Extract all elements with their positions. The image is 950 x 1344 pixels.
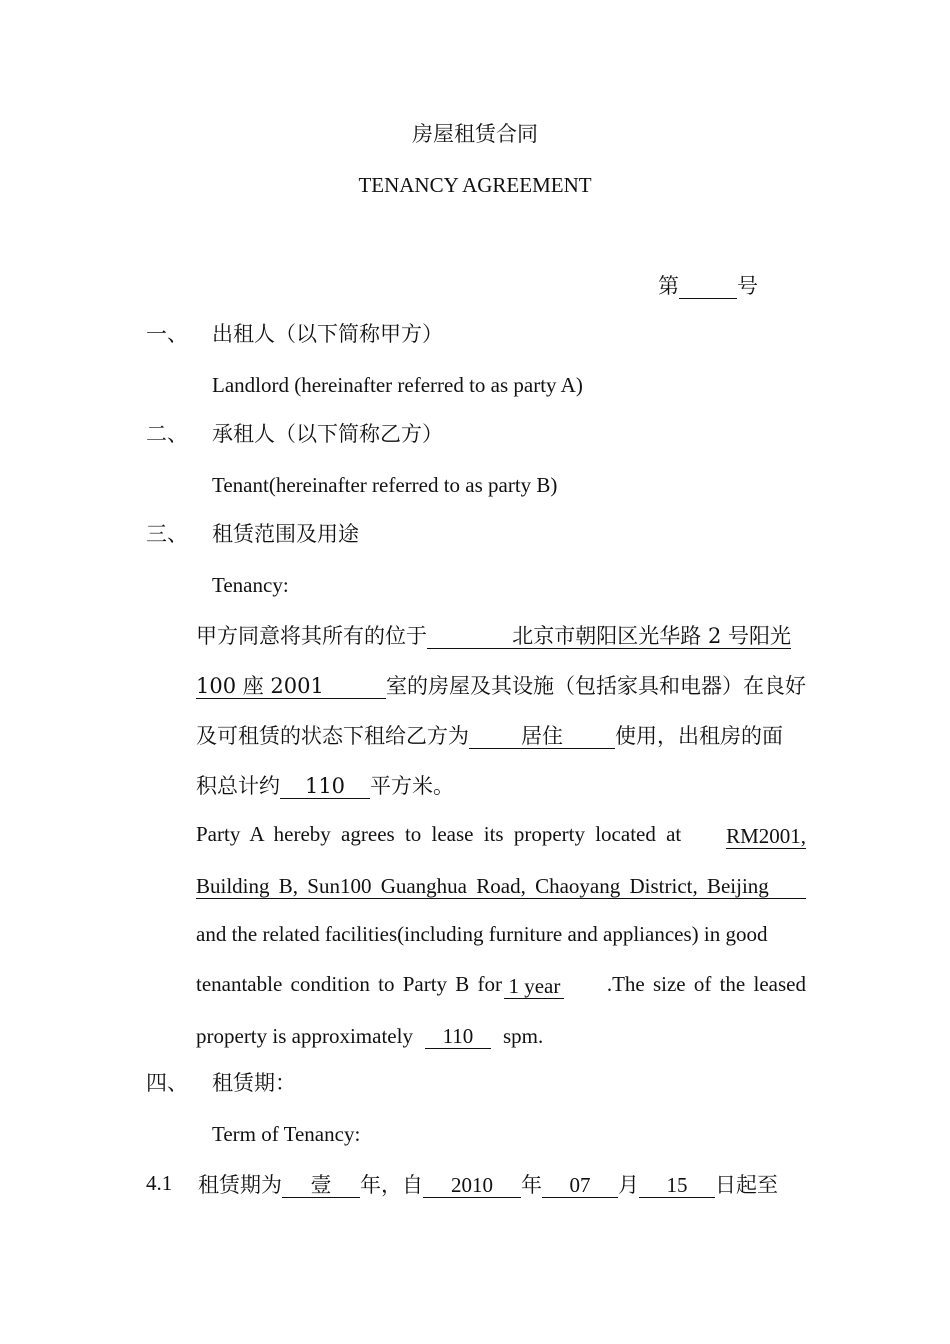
use-field[interactable]: 居住 [469,724,615,749]
section-4-heading: 租赁期： [212,1071,296,1095]
scope-en-text-3: tenantable condition to Party B for [196,972,503,996]
term-en-field[interactable]: 1 year [504,974,564,999]
title-en: TENANCY AGREEMENT [358,173,592,197]
section-1-subtitle: Landlord (hereinafter referred to as party A) [212,373,583,397]
scope-cn-text-5: 积总计约 [196,774,280,798]
doc-number-field[interactable] [679,274,737,299]
clause-4-1-line [198,1173,778,1198]
doc-number [658,274,758,299]
scope-cn-text-4: 使用，出租房的面 [615,724,783,748]
scope-cn-text-2: 室的房屋及其设施（包括家具和电器）在良好 [386,674,806,698]
section-2-number: 二、 [146,422,188,446]
clause-4-1-number: 4.1 [146,1171,173,1195]
scope-cn-text-1: 甲方同意将其所有的位于 [196,624,427,648]
clause-4-1-text-2: 年，自 [360,1173,423,1197]
scope-cn-line-4 [196,774,454,799]
scope-cn-line-3 [196,724,783,749]
doc-number-prefix: 第 [658,274,679,298]
section-4-number: 四、 [146,1071,188,1095]
scope-en-line-1 [196,824,806,849]
section-3-number: 三、 [146,522,188,546]
scope-en-text-1: Party A hereby agrees to lease its property located at [196,822,682,846]
address-cn-field-2[interactable]: 100 座 2001 [196,674,386,699]
scope-cn-line-2 [196,674,806,699]
section-1-heading: 出租人（以下简称甲方） [212,322,443,346]
scope-cn-line-1 [196,624,791,649]
scope-en-line-4 [196,974,806,999]
scope-cn-text-3: 及可租赁的状态下租给乙方为 [196,724,469,748]
doc-number-suffix: 号 [737,274,758,298]
years-field[interactable]: 壹 [282,1173,360,1198]
section-2-subtitle: Tenant(hereinafter referred to as party B) [212,473,558,497]
scope-en-text-5: property is approximately [196,1024,413,1048]
start-month-field[interactable]: 07 [542,1173,618,1198]
address-en-field-2[interactable]: Building B, Sun100 Guanghua Road, Chaoyang District, Beijing [196,874,806,899]
scope-en-text-4: .The size of the leased [606,972,806,996]
clause-4-1-text-4: 月 [618,1173,639,1197]
address-cn-field-1[interactable]: 北京市朝阳区光华路 2 号阳光 [427,624,791,649]
clause-4-1-text-5: 日起至 [715,1173,778,1197]
clause-4-1-text-1: 租赁期为 [198,1173,282,1197]
start-year-field[interactable]: 2010 [423,1173,521,1198]
start-day-field[interactable]: 15 [639,1173,715,1198]
section-4-subtitle: Term of Tenancy: [212,1122,361,1146]
clause-4-1-text-3: 年 [521,1173,542,1197]
section-3-subtitle: Tenancy: [212,573,289,597]
scope-en-text-2: and the related facilities(including furniture and appliances) in good [196,922,768,946]
scope-en-line-3 [196,924,806,945]
title-cn: 房屋租赁合同 [412,122,538,146]
section-1-number: 一、 [146,322,188,346]
scope-cn-text-6: 平方米。 [370,774,454,798]
section-3-heading: 租赁范围及用途 [212,522,359,546]
address-en-field-1[interactable]: RM2001, [726,824,806,848]
area-en-field[interactable]: 110 [425,1024,491,1049]
scope-en-text-6: spm. [502,1024,544,1048]
section-2-heading: 承租人（以下简称乙方） [212,422,443,446]
scope-en-line-5 [196,1024,543,1049]
area-cn-field[interactable]: 110 [280,774,370,799]
scope-en-line-2 [196,874,806,899]
